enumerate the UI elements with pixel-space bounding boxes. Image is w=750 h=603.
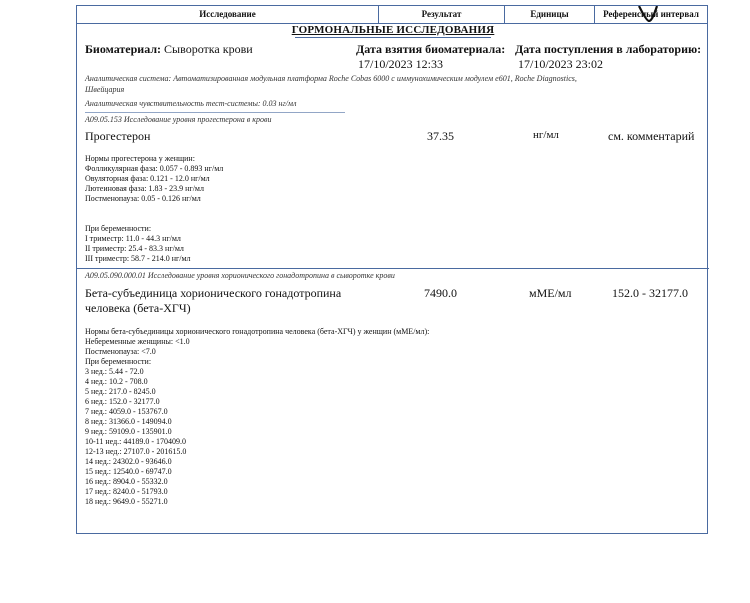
note-line: При беременности:: [85, 224, 152, 233]
table-header: [77, 6, 707, 24]
header-study: Исследование: [77, 6, 379, 23]
analytic-system-line2: Швейцария: [85, 85, 125, 94]
biomaterial: [85, 42, 253, 57]
progesterone-name: Прогестерон: [85, 129, 151, 143]
hcg-name-line2: человека (бета-ХГЧ): [85, 301, 191, 315]
note-line: 15 нед.: 12540.0 - 69747.0: [85, 467, 172, 476]
progesterone-result: 37.35: [427, 129, 454, 143]
note-line: 10-11 нед.: 44189.0 - 170409.0: [85, 437, 187, 446]
progesterone-units: нг/мл: [533, 129, 559, 141]
pen-mark: [637, 6, 659, 22]
note-line: Небеременные женщины: <1.0: [85, 337, 190, 346]
hcg-name: [85, 286, 341, 316]
section-title: ГОРМОНАЛЬНЫЕ ИССЛЕДОВАНИЯ: [291, 24, 495, 36]
biomaterial-value: Сыворотка крови: [164, 42, 253, 56]
lab-report-table: [76, 5, 708, 534]
note-line: 3 нед.: 5.44 - 72.0: [85, 367, 144, 376]
date-taken-label: Дата взятия биоматериала:: [356, 42, 506, 56]
header-units: Единицы: [505, 6, 595, 23]
note-line: При беременности:: [85, 357, 152, 366]
hcg-result: 7490.0: [424, 286, 457, 300]
hcg-reference: 152.0 - 32177.0: [612, 286, 688, 300]
header-result: Результат: [379, 6, 505, 23]
hcg-units: мМЕ/мл: [529, 286, 572, 300]
note-line: 16 нед.: 8904.0 - 55332.0: [85, 477, 168, 486]
note-line: I триместр: 11.0 - 44.3 нг/мл: [85, 234, 181, 243]
progesterone-norms: [85, 154, 223, 204]
note-line: III триместр: 58.7 - 214.0 нг/мл: [85, 254, 191, 263]
hcg-name-line1: Бета-субъединица хорионического гонадотропина: [85, 286, 342, 300]
sensitivity-note: Аналитическая чувствительность тест-системы: 0.03 нг/мл: [85, 99, 297, 108]
progesterone-pregnancy-norms: [85, 224, 191, 264]
analytic-system-line1: Аналитическая система: Автоматизированная модульная платформа Roche Cobas 6000 с иммунохимическим модулем e601, Roche Diagnostics,: [85, 74, 577, 83]
note-line: 17 нед.: 8240.0 - 51793.0: [85, 487, 168, 496]
divider-short: [85, 112, 345, 113]
note-line: Нормы прогестерона у женщин:: [85, 154, 195, 163]
note-line: 6 нед.: 152.0 - 32177.0: [85, 397, 160, 406]
row-divider: [77, 268, 709, 269]
note-line: Постменопауза: <7.0: [85, 347, 156, 356]
header-reference: Референсный интервал: [603, 9, 699, 19]
hcg-norms: [85, 327, 429, 507]
note-line: 9 нед.: 59109.0 - 135901.0: [85, 427, 172, 436]
date-taken-value: 17/10/2023 12:33: [358, 57, 444, 71]
note-line: 5 нед.: 217.0 - 8245.0: [85, 387, 156, 396]
note-line: 4 нед.: 10.2 - 708.0: [85, 377, 148, 386]
note-line: 12-13 нед.: 27107.0 - 201615.0: [85, 447, 187, 456]
note-line: 18 нед.: 9649.0 - 55271.0: [85, 497, 168, 506]
progesterone-reference: см. комментарий: [608, 129, 695, 143]
note-line: 7 нед.: 4059.0 - 153767.0: [85, 407, 168, 416]
note-line: Фолликулярная фаза: 0.057 - 0.893 нг/мл: [85, 164, 224, 173]
note-line: 14 нед.: 24302.0 - 93646.0: [85, 457, 172, 466]
note-line: Постменопауза: 0.05 - 0.126 нг/мл: [85, 194, 201, 203]
date-received-value: 17/10/2023 23:02: [518, 57, 604, 71]
note-line: Лютеиновая фаза: 1.83 - 23.9 нг/мл: [85, 184, 204, 193]
date-received-label: Дата поступления в лабораторию:: [515, 42, 702, 56]
note-line: Овуляторная фаза: 0.121 - 12.0 нг/мл: [85, 174, 210, 183]
note-line: II триместр: 25.4 - 83.3 нг/мл: [85, 244, 184, 253]
progesterone-code: A09.05.153 Исследование уровня прогестерона в крови: [85, 115, 272, 124]
note-line: Нормы бета-субъединицы хорионического гонадотропина человека (бета-ХГЧ) у женщин (мМЕ/мл):: [85, 327, 430, 336]
note-line: 8 нед.: 31366.0 - 149094.0: [85, 417, 172, 426]
biomaterial-label: Биоматериал:: [85, 42, 162, 56]
title-rule: [295, 37, 491, 38]
hcg-code: A09.05.090.000.01 Исследование уровня хорионического гонадотропина в сыворотке крови: [85, 271, 395, 280]
